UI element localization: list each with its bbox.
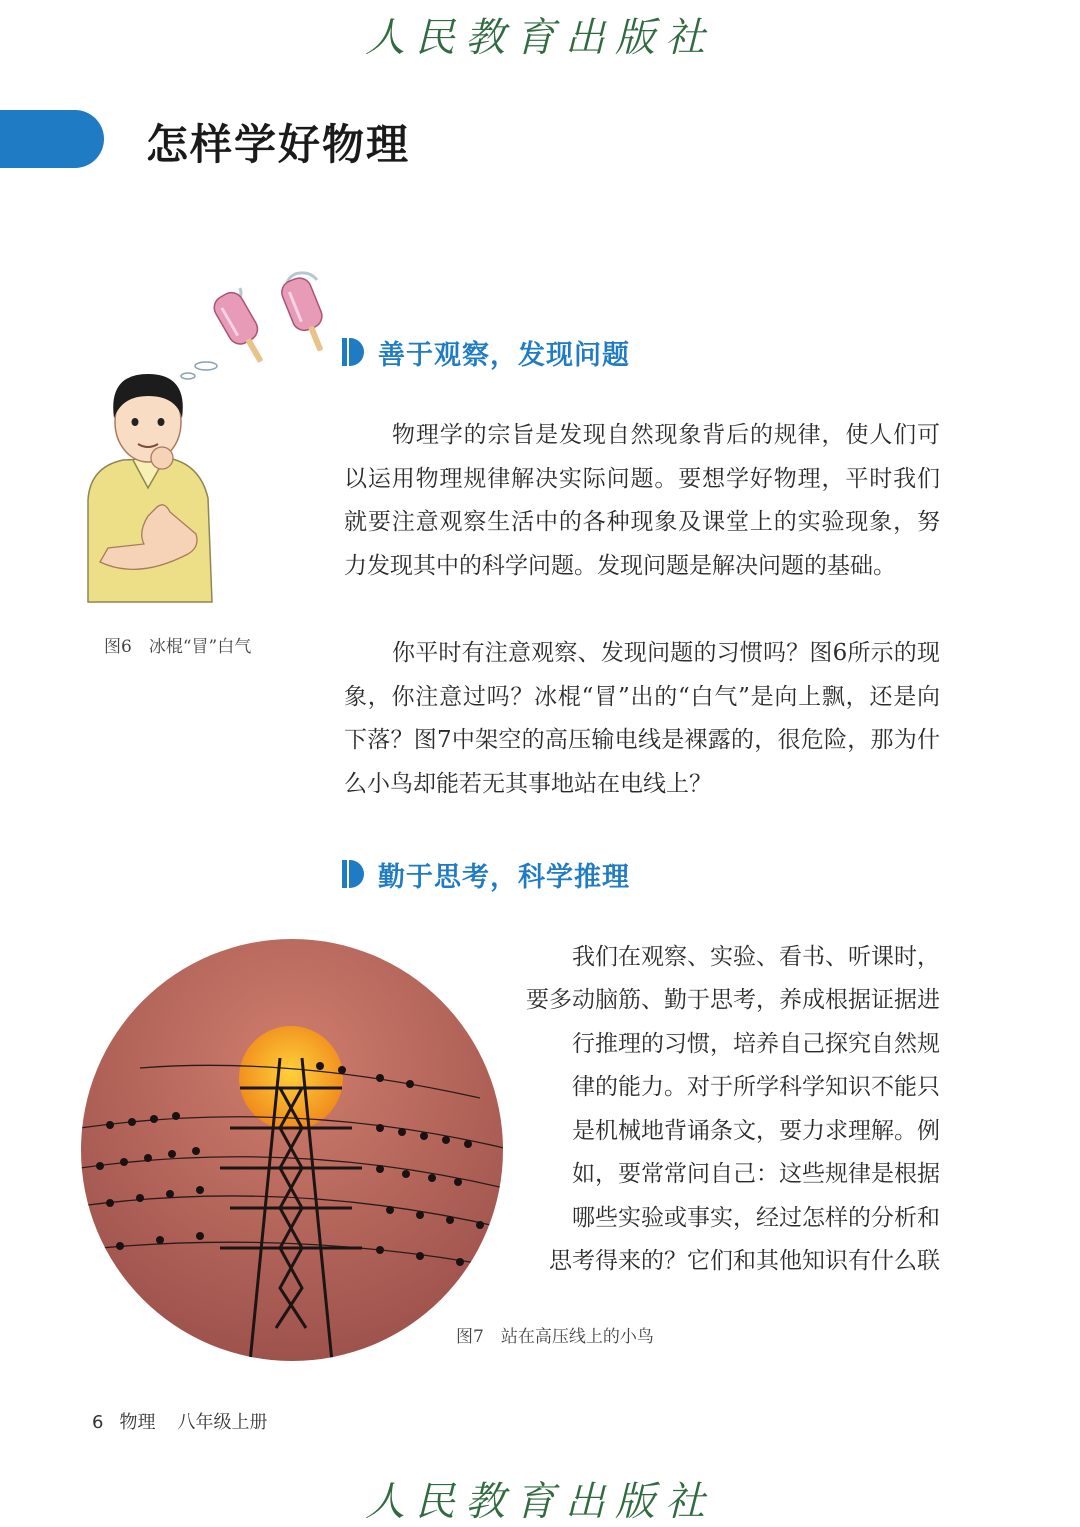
page-footer (92, 1408, 267, 1434)
paragraph-2: 你平时有注意观察、发现问题的习惯吗？图6所示的现象，你注意过吗？冰棍“冒”出的“白气”是向上飘，还是向下落？图7中架空的高压输电线是裸露的，很危险，那为什么小鸟却能若无其事地站在电线上？ (344, 640, 940, 797)
footer-subject: 物理 (119, 1412, 156, 1433)
paragraph-3-line: 我们在观察、实验、看书、听课时， (572, 944, 940, 970)
title-accent-bar (0, 110, 104, 168)
paragraph-3-line: 律的能力。对于所学科学知识不能只 (572, 1074, 940, 1100)
paragraph-3-line: 行推理的习惯，培养自己探究自然规 (572, 1031, 940, 1057)
figure-7-photo (80, 938, 504, 1362)
paragraph-3-line: 要多动脑筋、勤于思考，养成根据证据进 (526, 987, 940, 1013)
figure-6-illustration (78, 262, 340, 612)
paragraph-3-line: 哪些实验或事实，经过怎样的分析和 (572, 1205, 940, 1231)
figure-7-caption: 图7 站在高压线上的小鸟 (456, 1327, 654, 1347)
figure-6-caption: 图6 冰棍“冒”白气 (104, 637, 252, 657)
paragraph-3-line: 是机械地背诵条文，要力求理解。例 (572, 1118, 940, 1144)
section-title: 勤于思考，科学推理 (378, 861, 630, 893)
paragraph-1: 物理学的宗旨是发现自然现象背后的规律，使人们可以运用物理规律解决实际问题。要想学好物理，平时我们就要注意观察生活中的各种现象及课堂上的实验现象，努力发现其中的科学问题。发现问题是解决问题的基础。 (344, 422, 940, 579)
section-heading-think (342, 854, 630, 894)
paragraph-3-line: 如，要常常问自己：这些规律是根据 (572, 1161, 940, 1187)
section-heading-observe (342, 332, 630, 372)
page-title: 怎样学好物理 (146, 120, 411, 169)
publisher-watermark-top: 人民教育出版社 (365, 15, 715, 61)
section-marker-icon (342, 338, 364, 366)
page-number: 6 (92, 1412, 104, 1433)
footer-book: 八年级上册 (177, 1412, 268, 1433)
paragraph-3-line: 思考得来的？它们和其他知识有什么联 (549, 1248, 940, 1274)
section-title: 善于观察，发现问题 (378, 339, 630, 371)
publisher-watermark-bottom: 人民教育出版社 (365, 1479, 715, 1525)
section-marker-icon (342, 860, 364, 888)
